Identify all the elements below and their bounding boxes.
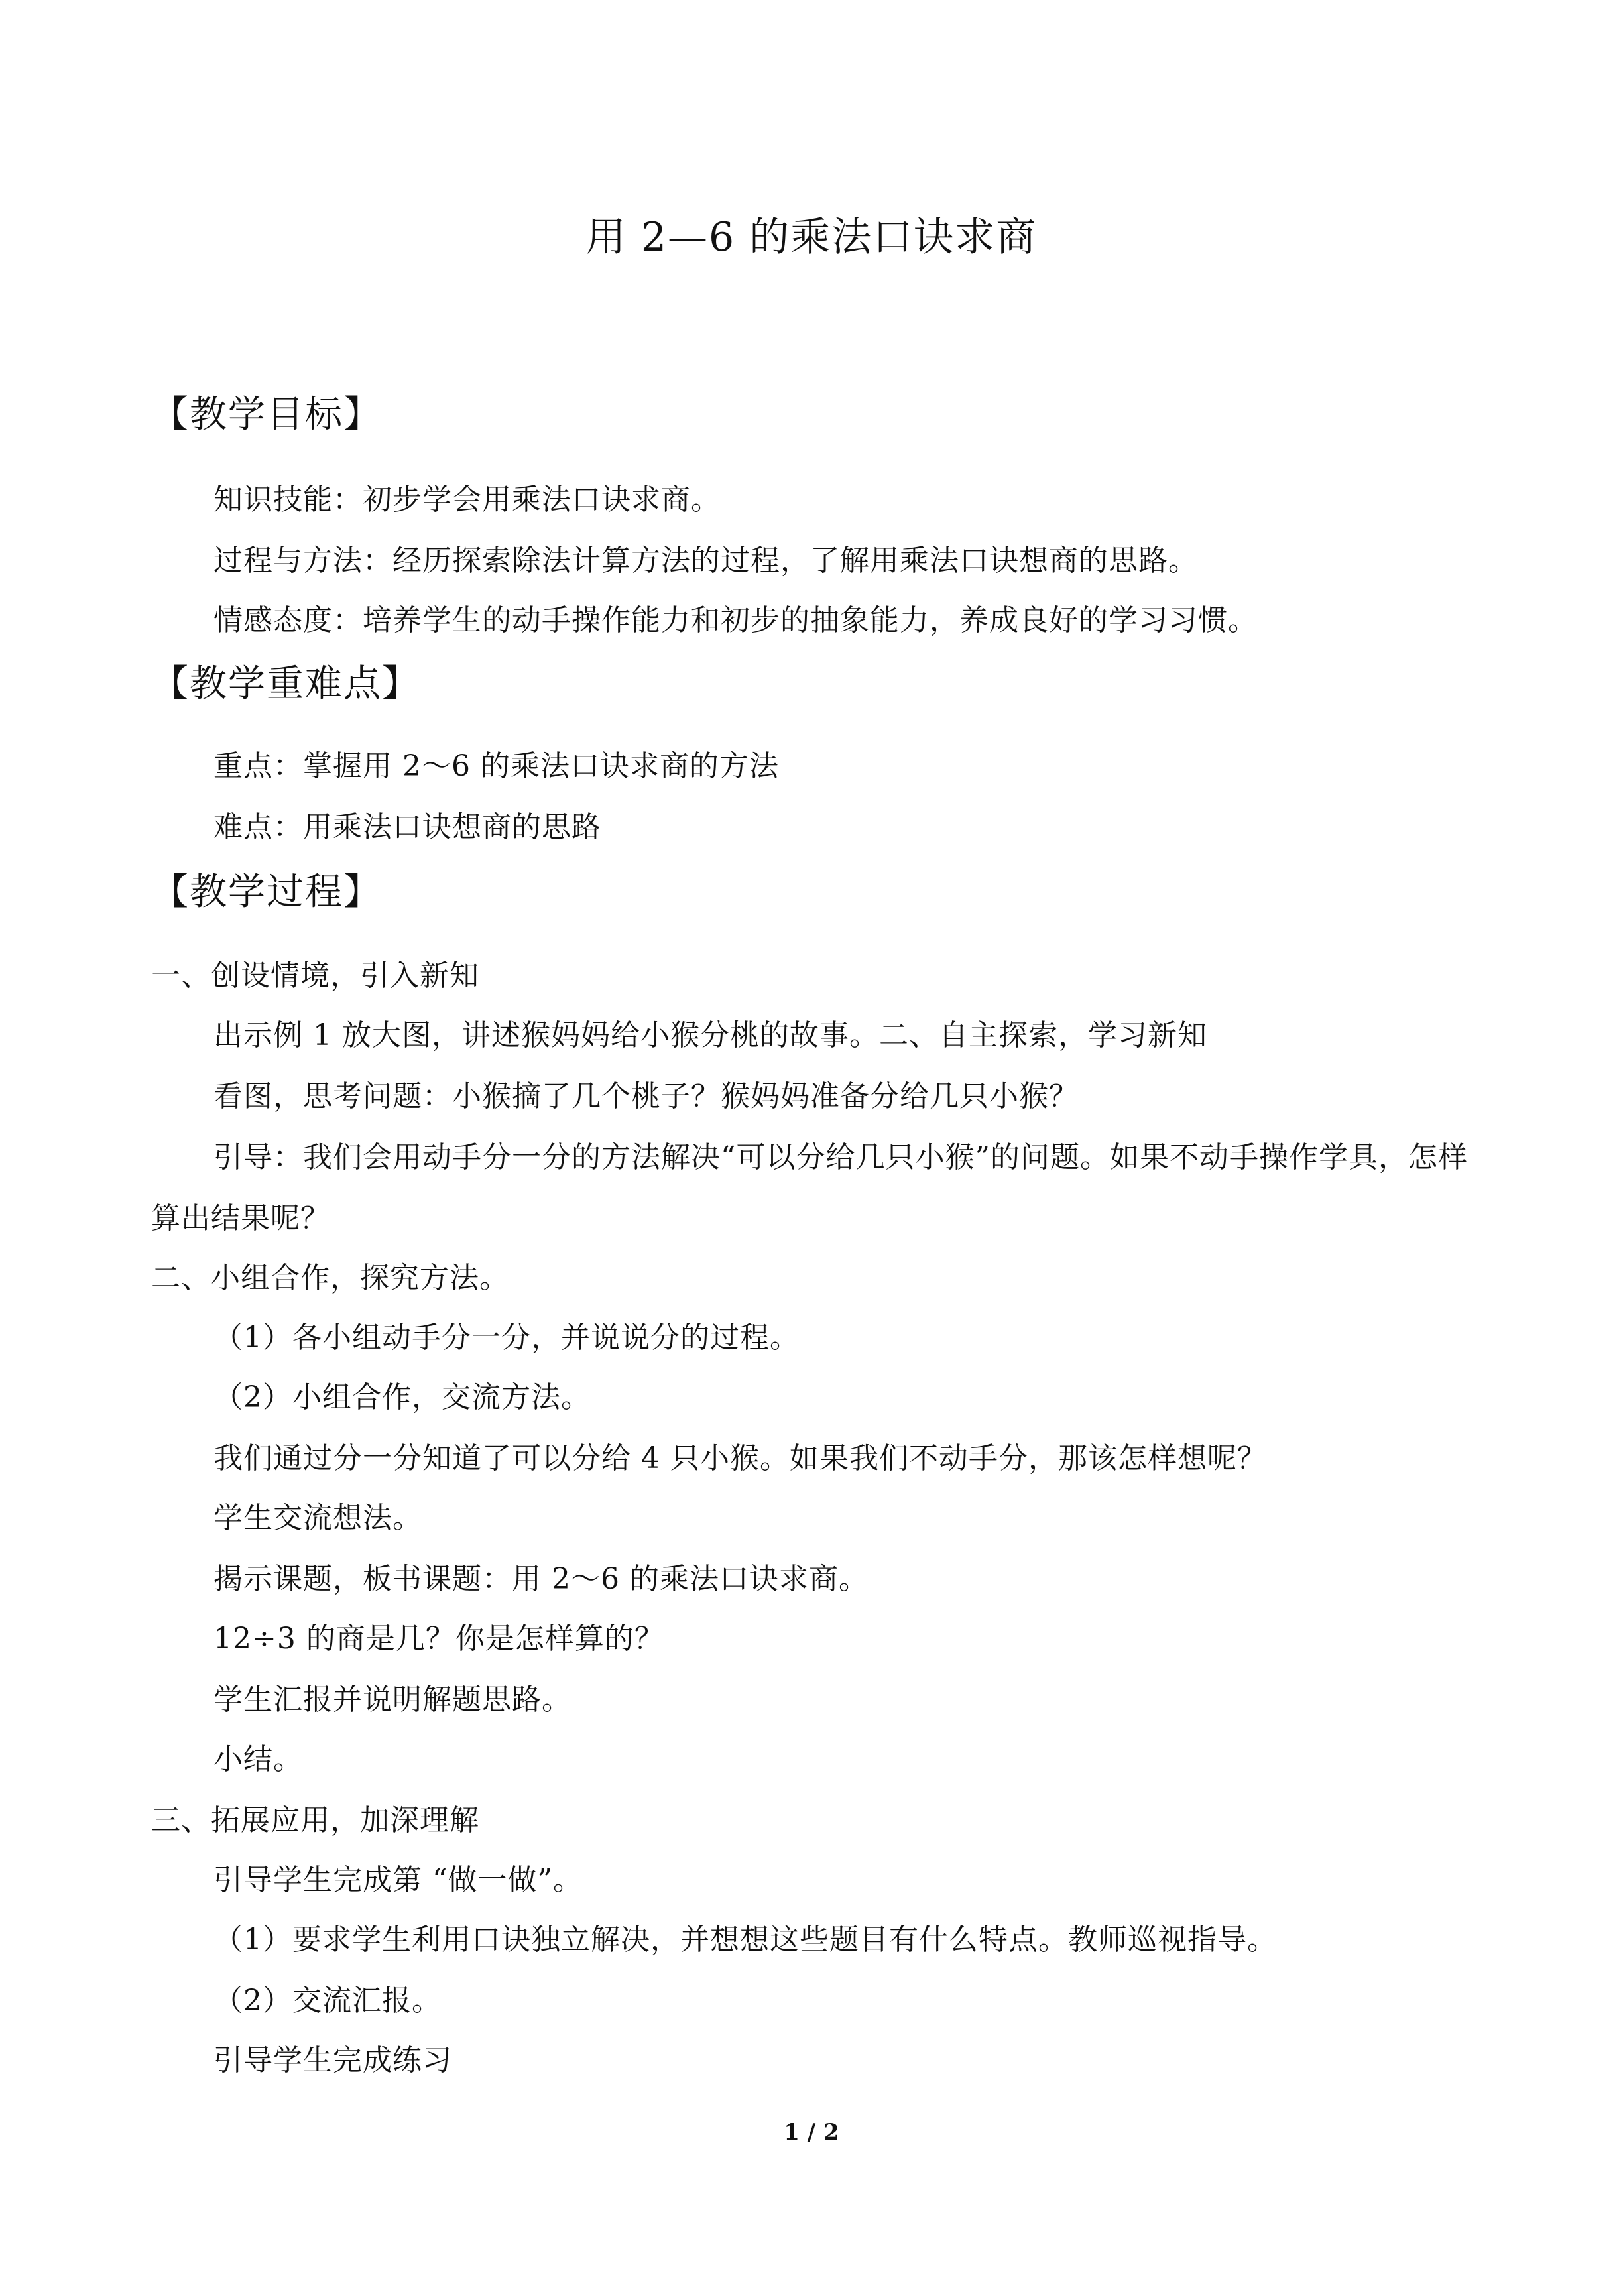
process-part3-line: （2）交流汇报。 <box>213 1984 442 2018</box>
process-part2-line: （1）各小组动手分一分，并说说分的过程。 <box>213 1321 800 1355</box>
process-part1-paragraph: 引导：我们会用动手分一分的方法解决“可以分给几只小猴”的问题。如果不动手操作学具，怎样算出结果呢？ <box>151 1140 1468 1235</box>
process-part3-line: （1）要求学生利用口诀独立解决，并想想这些题目有什么特点。教师巡视指导。 <box>213 1923 1277 1957</box>
document-title: 用 2—6 的乘法口诀求商 <box>585 214 1038 261</box>
process-part2-line: 学生汇报并说明解题思路。 <box>213 1683 571 1717</box>
process-part1-line: 看图，思考问题：小猴摘了几个桃子？猴妈妈准备分给几只小猴？ <box>213 1079 1079 1113</box>
process-part2-line: 揭示课题，板书课题：用 2～6 的乘法口诀求商。 <box>213 1562 869 1596</box>
key-point-focus: 重点：掌握用 2～6 的乘法口诀求商的方法 <box>213 749 779 783</box>
key-point-difficulty: 难点：用乘法口诀想商的思路 <box>213 810 601 844</box>
objective-attitude: 情感态度：培养学生的动手操作能力和初步的抽象能力，养成良好的学习习惯。 <box>213 603 1258 637</box>
process-part2-line: 小结。 <box>213 1742 303 1776</box>
page-number: 1 / 2 <box>784 2119 839 2145</box>
process-part1-title: 一、创设情境，引入新知 <box>151 959 479 993</box>
process-part2-line: 学生交流想法。 <box>213 1501 422 1535</box>
process-part3-line: 引导学生完成第 “做一做”。 <box>213 1863 583 1897</box>
process-part3-line: 引导学生完成练习 <box>213 2043 452 2077</box>
heading-objectives: 【教学目标】 <box>151 393 382 436</box>
process-part2-line: （2）小组合作，交流方法。 <box>213 1380 591 1414</box>
heading-key-points: 【教学重难点】 <box>151 662 420 705</box>
process-part2-line: 我们通过分一分知道了可以分给 4 只小猴。如果我们不动手分，那该怎样想呢？ <box>213 1441 1267 1475</box>
objective-process: 过程与方法：经历探索除法计算方法的过程，了解用乘法口诀想商的思路。 <box>213 544 1198 577</box>
process-part2-title: 二、小组合作，探究方法。 <box>151 1261 509 1295</box>
process-part2-line: 12÷3 的商是几？你是怎样算的？ <box>213 1622 664 1656</box>
objective-knowledge: 知识技能：初步学会用乘法口诀求商。 <box>213 483 721 516</box>
process-part3-title: 三、拓展应用，加深理解 <box>151 1803 479 1837</box>
process-part1-line: 出示例 1 放大图，讲述猴妈妈给小猴分桃的故事。二、自主探索，学习新知 <box>213 1018 1207 1052</box>
heading-process: 【教学过程】 <box>151 871 382 914</box>
